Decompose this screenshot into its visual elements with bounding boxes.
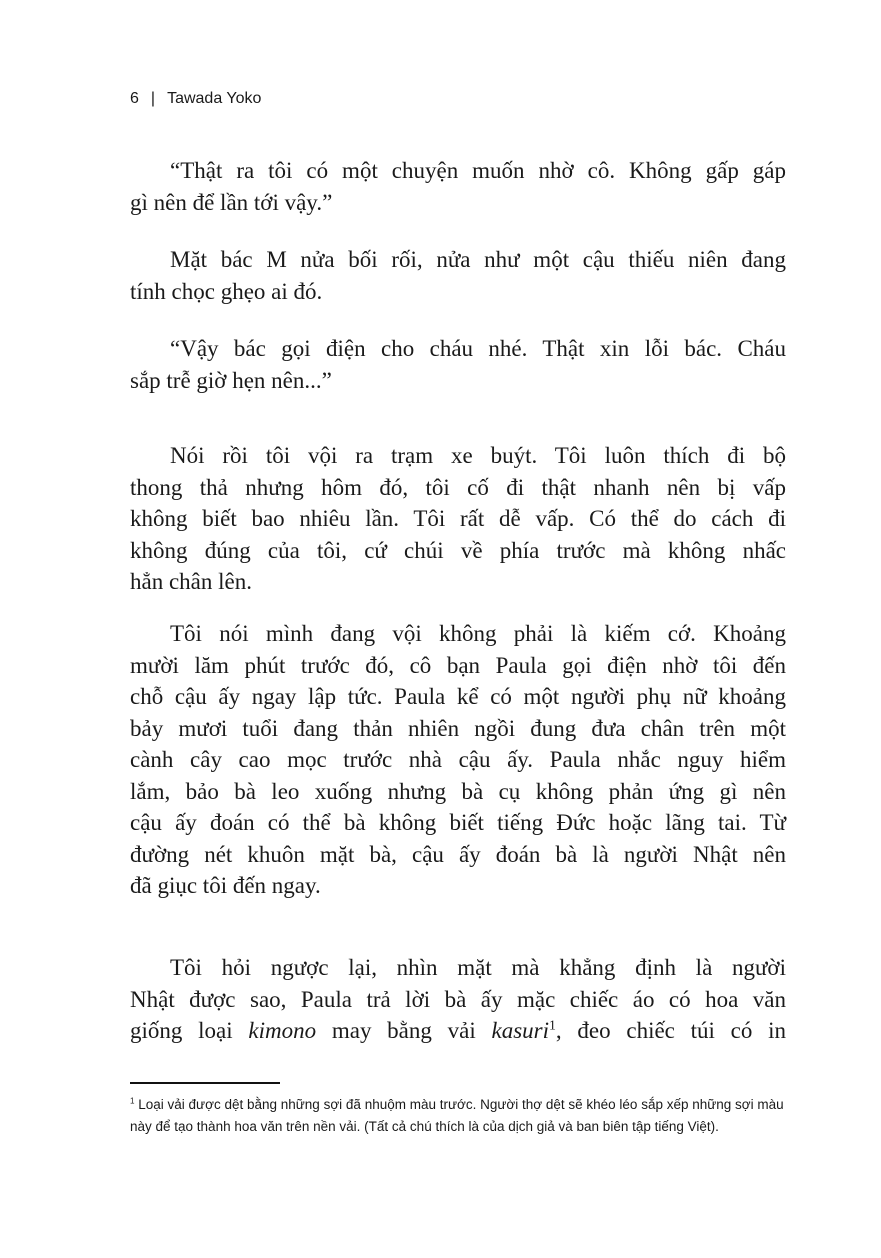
text-line: lắm, bảo bà leo xuống nhưng bà cụ không phản ứng gì nên	[130, 778, 786, 804]
text-line: không đúng của tôi, cứ chúi về phía trước mà không nhấc	[130, 537, 786, 563]
footnote-text: Loại vải được dệt bằng những sợi đã nhuộm màu trước. Người thợ dệt sẽ khéo léo sắp xếp những sợi màu này để tạo thành hoa văn trên nền vải. (Tất cả chú thích là của dịch giả và ban biên tập tiếng Việt).	[130, 1097, 784, 1134]
footnote	[130, 1094, 786, 1138]
text-line: cành cây cao mọc trước nhà cậu ấy. Paula nhắc nguy hiểm	[130, 747, 786, 772]
body-text	[130, 0, 786, 1070]
text-line	[130, 1015, 786, 1047]
header-separator: |	[150, 90, 156, 107]
text-line: Tôi hỏi ngược lại, nhìn mặt mà khẳng định là người	[170, 955, 786, 980]
text-line: sắp trễ giờ hẹn nên...”	[130, 367, 332, 393]
text-line: thong thả nhưng hôm đó, tôi cố đi thật nhanh nên bị vấp	[130, 474, 786, 500]
paragraph	[130, 155, 786, 218]
text-line: không biết bao nhiêu lần. Tôi rất dễ vấp. Có thể do cách đi	[130, 506, 786, 531]
text-line: hẳn chân lên.	[130, 569, 252, 594]
text-line: “Thật ra tôi có một chuyện muốn nhờ cô. Không gấp gáp	[170, 158, 786, 183]
text-line: cậu ấy đoán có thể bà không biết tiếng Đức hoặc lãng tai. Từ	[130, 810, 786, 835]
text-line: tính chọc ghẹo ai đó.	[130, 278, 323, 304]
footnote-marker: 1	[130, 1096, 135, 1106]
text-line: gì nên để lần tới vậy.”	[130, 189, 333, 215]
paragraph	[130, 952, 786, 1047]
text-line: Mặt bác M nửa bối rối, nửa như một cậu thiếu niên đang	[170, 247, 786, 272]
paragraph	[130, 440, 786, 598]
text-span: giống loại	[130, 1018, 249, 1043]
paragraph	[130, 618, 786, 902]
page-number: 6	[130, 90, 139, 107]
text-line: bảy mươi tuổi đang thản nhiên ngồi đung đưa chân trên một	[130, 715, 786, 741]
footnote-reference: 1	[549, 1017, 556, 1033]
footnote-rule	[130, 1082, 280, 1084]
text-span: may bằng vải	[316, 1018, 492, 1043]
text-line: “Vậy bác gọi điện cho cháu nhé. Thật xin lỗi bác. Cháu	[170, 336, 786, 361]
italic-term-kimono: kimono	[248, 1018, 317, 1043]
text-line: chỗ cậu ấy ngay lập tức. Paula kể có một người phụ nữ khoảng	[130, 684, 786, 709]
text-line: đường nét khuôn mặt bà, cậu ấy đoán bà là người Nhật nên	[130, 841, 786, 867]
paragraph	[130, 244, 786, 307]
author-name: Tawada Yoko	[167, 90, 262, 107]
paragraph	[130, 333, 786, 396]
italic-term-kasuri: kasuri	[491, 1018, 549, 1043]
text-line: Nói rồi tôi vội ra trạm xe buýt. Tôi luôn thích đi bộ	[170, 443, 786, 468]
text-line: mười lăm phút trước đó, cô bạn Paula gọi điện nhờ tôi đến	[130, 652, 786, 678]
text-line: Tôi nói mình đang vội không phải là kiếm cớ. Khoảng	[170, 621, 786, 646]
text-span: , đeo chiếc túi có in	[555, 1018, 786, 1043]
text-line: Nhật được sao, Paula trả lời bà ấy mặc chiếc áo có hoa văn	[130, 986, 786, 1012]
text-line: đã giục tôi đến ngay.	[130, 873, 321, 898]
